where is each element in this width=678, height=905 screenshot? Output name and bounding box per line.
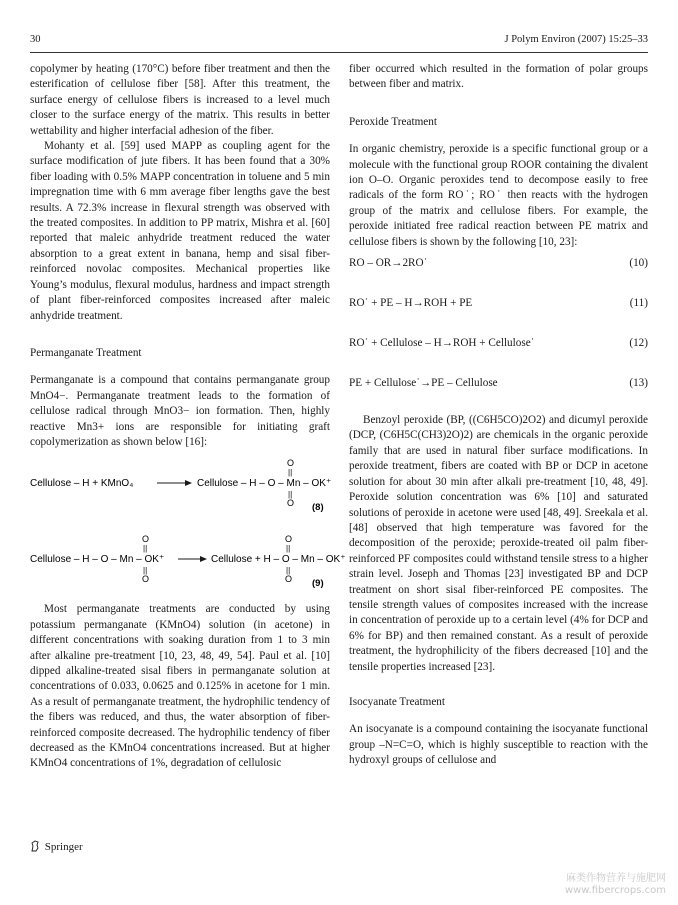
- running-header: [30, 34, 648, 50]
- page-footer: [30, 840, 83, 853]
- equation-11-body: RO˙ + PE – H→ROH + PE: [349, 297, 473, 310]
- double-bond-bottom-1: ||: [143, 566, 148, 576]
- reaction-8-figure: [30, 454, 330, 516]
- equation-11-number: (11): [629, 297, 648, 310]
- reaction-9-left: Cellulose – H – O – Mn – OK⁺: [30, 554, 165, 566]
- journal-reference: J Polym Environ (2007) 15:25–33: [504, 34, 648, 45]
- reaction-8-left: Cellulose – H + KMnO₄: [30, 478, 134, 490]
- equation-12-number: (12): [629, 337, 648, 350]
- double-bond-bottom-2: ||: [286, 566, 291, 576]
- paragraph: fiber occurred which resulted in the formation of polar groups between fiber and matrix.: [349, 63, 648, 91]
- equation-10-number: (10): [629, 257, 648, 270]
- equation-number-9: (9): [312, 578, 324, 590]
- equation-13: [349, 376, 648, 391]
- oxygen-top: O: [287, 458, 295, 469]
- publisher-name: Springer: [44, 841, 83, 853]
- double-bond-top: ||: [288, 468, 293, 478]
- reaction-8-right: Cellulose – H – O – Mn – OK⁺: [197, 478, 332, 490]
- oxygen-bottom: O: [287, 498, 295, 509]
- oxygen-bottom-2: O: [285, 574, 293, 585]
- page-number: 30: [30, 34, 41, 45]
- reaction-arrow-head: [185, 480, 192, 486]
- double-bond-top-1: ||: [143, 544, 148, 554]
- double-bond-bottom: ||: [288, 490, 293, 500]
- header-rule: [30, 52, 648, 53]
- reaction-9-right: Cellulose + H – O – Mn – OK⁺: [211, 554, 346, 566]
- equation-11: [349, 296, 648, 311]
- reaction-9-figure: [30, 530, 346, 592]
- paragraph: An isocyanate is a compound containing the isocyanate functional group –N=C=O, which is highly susceptible to reaction with the hydroxyl groups of cellulose and: [349, 723, 648, 767]
- reaction-arrow-head: [200, 556, 207, 562]
- paragraph: Permanganate is a compound that contains permanganate group MnO4−. Permanganate treatment leads to the formation of cellulose radical through MnO3− ion formation. Then, highly reactive Mn3+ ions are responsible for initiating graft copolymerization as shown below [16]:: [30, 374, 330, 448]
- watermark-line-2: www.fibercrops.com: [564, 885, 666, 896]
- left-column: [30, 62, 346, 772]
- paragraph: Mohanty et al. [59] used MAPP as coupling agent for the surface modification of jute fibers. It has been found that a 30% fiber loading with 0.5% MAPP concentration in toluene and 5 min impregnation time with 6 mm average fiber lengths gave the best results. A 72.3% increase in flexural strength was observed with the treated composites. In addition to PP matrix, Mishra et al. [60] reported that maleic anhydride treatment reduced the water absorption to a great extent in banana, hemp and sisal fiber-reinforced novolac composites. Mechanical properties like Young’s modulus, flexural modulus, hardness and impact strength of plant fiber-reinforced composites increased after maleic anhydride treatment.: [30, 140, 330, 322]
- paragraph: copolymer by heating (170°C) before fiber treatment and then the esterification of cellulose fiber [58]. After this treatment, the surface energy of cellulose fibers is increased to a level much closer to the surface energy of the matrix. This results in better wettability and higher interfacial adhesion of the fiber.: [30, 63, 330, 137]
- paragraph: Benzoyl peroxide (BP, ((C6H5CO)2O2) and dicumyl peroxide (DCP, (C6H5C(CH3)2O)2) are chemicals in the organic peroxide family that are used in natural fiber surface modifications. In peroxide treatment, fibers are coated with BP or DCP in acetone solution for about 30 min after alkali pre-treatment [10, 48, 49]. Peroxide solution concentration was 6% [10] and saturated solutions of peroxide in acetone were used [48, 49]. Sreekala et al. [48] observed that high temperature was favored for the decomposition of the peroxide; peroxide-treated oil palm fiber-reinforced PF composites could withstand tensile stress to a higher strain level. Joseph and Thomas [23] investigated BP and DCP treatment on short sisal fiber-reinforced PE composites. The tensile strength values of composites increased with the increase in concentration of peroxide up to a certain level (4% for DCP and 6% for BP) and then remained constant. As a result of peroxide treatment, the hydrophilicity of the fibers decreased [10] and the tensile properties increased [23].: [349, 414, 648, 673]
- equation-10-body: RO – OR→2RO˙: [349, 257, 428, 270]
- oxygen-bottom-1: O: [142, 574, 150, 585]
- paragraph: In organic chemistry, peroxide is a specific functional group or a molecule with the functional group ROOR containing the divalent ion O–O. Organic peroxides tend to decompose easily to free radicals of the form RO˙; RO˙ then reacts with the hydrogen group of the matrix and cellulose fibers. For example, the peroxide initiated free radical reaction between PE matrix and cellulose fibers is shown by the following [10, 23]:: [349, 143, 648, 248]
- reaction-9: [30, 530, 346, 592]
- oxygen-top-2: O: [285, 534, 293, 545]
- watermark-line-1: 麻类作物营养与施肥网: [566, 873, 666, 884]
- paragraph: Most permanganate treatments are conducted by using potassium permanganate (KMnO4) solution (in acetone) in different concentrations with soaking duration from 1 to 3 min after alkaline pre-treatment [10, 23, 48, 49, 54]. Paul et al. [10] dipped alkaline-treated sisal fibers in permanganate solution at concentrations of 0.033, 0.0625 and 0.125% in acetone for 1 min. As a result of permanganate treatment, the hydrophilic tendency of the fibers was reduced, and thus, the water absorption of fiber-reinforced composite decreased. The hydrophilic tendency of fiber decreased as the KMnO4 concentrations increased. But at higher KMnO4 concentrations of 1%, degradation of cellulosic: [30, 603, 330, 770]
- equation-12: [349, 336, 648, 351]
- equation-10: [349, 256, 648, 271]
- right-column: [349, 62, 648, 769]
- equation-number-8: (8): [312, 502, 324, 514]
- section-heading-peroxide: Peroxide Treatment: [349, 115, 437, 128]
- double-bond-top-2: ||: [286, 544, 291, 554]
- equation-12-body: RO˙ + Cellulose – H→ROH + Cellulose˙: [349, 337, 535, 350]
- section-heading-permanganate: Permanganate Treatment: [30, 346, 142, 359]
- oxygen-top-1: O: [142, 534, 150, 545]
- site-watermark: [565, 873, 666, 897]
- equation-13-body: PE + Cellulose˙→PE – Cellulose: [349, 377, 498, 390]
- reaction-8: [30, 454, 330, 516]
- equation-13-number: (13): [629, 377, 648, 390]
- section-heading-isocyanate: Isocyanate Treatment: [349, 695, 445, 708]
- springer-horse-icon: [30, 840, 40, 852]
